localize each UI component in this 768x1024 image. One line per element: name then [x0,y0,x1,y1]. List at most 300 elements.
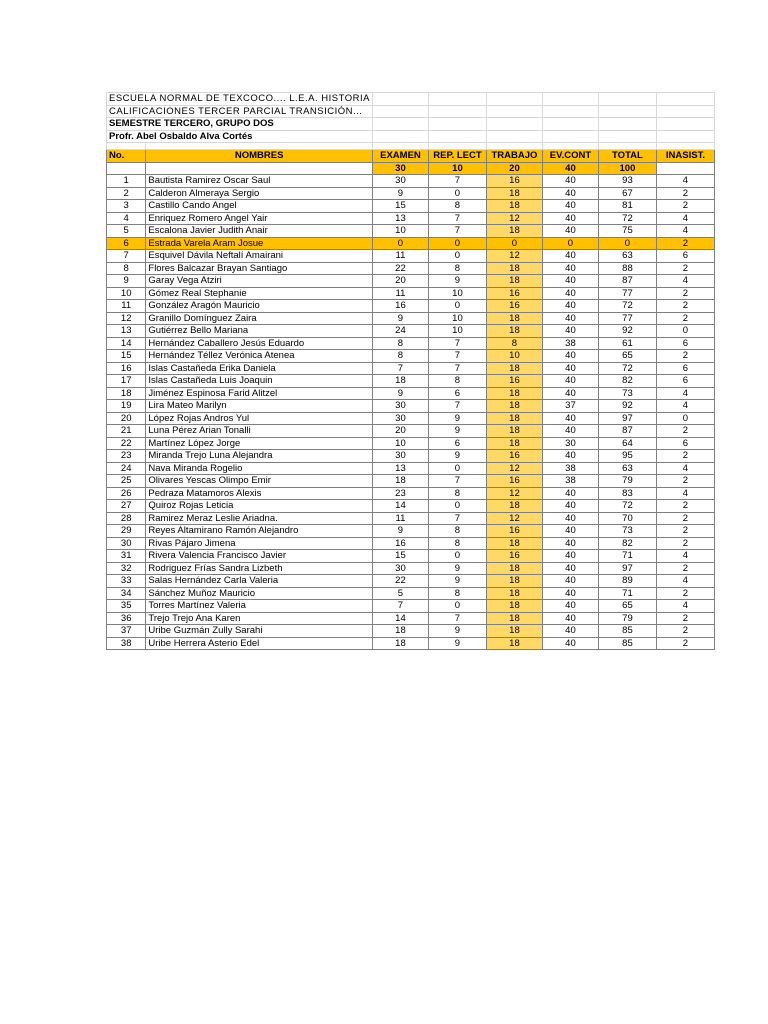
cell-ev-cont: 30 [542,437,598,450]
cell-name: Sánchez Muñoz Mauricio [146,587,373,600]
cell-total: 79 [598,612,656,625]
cell-no: 20 [107,412,146,425]
cell-rep-lect: 9 [428,625,486,638]
cell-inasist: 2 [656,537,714,550]
cell-examen: 23 [372,487,428,500]
cell-rep-lect: 9 [428,562,486,575]
cell-no: 7 [107,250,146,263]
cell-inasist: 0 [656,325,714,338]
cell-inasist: 4 [656,400,714,413]
col-header-trabajo: TRABAJO [486,150,542,163]
cell-total: 82 [598,537,656,550]
cell-name: Hernández Téllez Verónica Atenea [146,350,373,363]
cell-ev-cont: 40 [542,312,598,325]
cell-total: 97 [598,562,656,575]
cell-examen: 16 [372,300,428,313]
cell-inasist: 2 [656,200,714,213]
cell-name: Lira Mateo Marilyn [146,400,373,413]
cell-no: 12 [107,312,146,325]
table-row [107,250,715,263]
cell-inasist: 6 [656,375,714,388]
cell-name: Trejo Trejo Ana Karen [146,612,373,625]
cell-trabajo: 16 [486,175,542,188]
cell-no: 31 [107,550,146,563]
cell-ev-cont: 40 [542,375,598,388]
cell-total: 0 [598,237,656,250]
semester-label: SEMESTRE TERCERO, GRUPO DOS [107,118,373,131]
cell-trabajo: 18 [486,537,542,550]
cell-total: 95 [598,450,656,463]
cell-name: Rivas Pájaro Jimena [146,537,373,550]
cell-trabajo: 16 [486,300,542,313]
cell-no: 18 [107,387,146,400]
header-row-school [107,93,715,106]
cell-rep-lect: 8 [428,537,486,550]
cell-no: 5 [107,225,146,238]
cell-trabajo: 10 [486,350,542,363]
cell-trabajo: 16 [486,375,542,388]
cell-rep-lect: 10 [428,325,486,338]
cell-inasist: 4 [656,275,714,288]
cell-name: Garay Vega Atziri [146,275,373,288]
cell-no: 35 [107,600,146,613]
cell-ev-cont: 40 [542,350,598,363]
cell-ev-cont: 40 [542,562,598,575]
cell-total: 73 [598,387,656,400]
table-row [107,387,715,400]
cell-no: 17 [107,375,146,388]
cell-ev-cont: 40 [542,200,598,213]
cell-ev-cont: 40 [542,212,598,225]
cell-trabajo: 18 [486,562,542,575]
table-row [107,450,715,463]
cell-name: Quiroz Rojas Leticia [146,500,373,513]
cell-no: 30 [107,537,146,550]
cell-no: 19 [107,400,146,413]
cell-total: 83 [598,487,656,500]
table-row [107,475,715,488]
cell-total: 77 [598,312,656,325]
cell-examen: 30 [372,562,428,575]
cell-rep-lect: 0 [428,500,486,513]
cell-rep-lect: 6 [428,387,486,400]
cell-inasist: 2 [656,300,714,313]
max-examen: 30 [372,162,428,175]
cell-examen: 14 [372,500,428,513]
cell-ev-cont: 40 [542,287,598,300]
cell-total: 70 [598,512,656,525]
cell-trabajo: 18 [486,275,542,288]
cell-no: 23 [107,450,146,463]
cell-total: 72 [598,300,656,313]
table-row [107,300,715,313]
cell-ev-cont: 40 [542,275,598,288]
cell-no: 11 [107,300,146,313]
table-row [107,537,715,550]
cell-total: 71 [598,550,656,563]
table-row [107,587,715,600]
cell-no: 36 [107,612,146,625]
cell-name: Granillo Domínguez Zaira [146,312,373,325]
cell-no: 28 [107,512,146,525]
cell-inasist: 2 [656,425,714,438]
cell-ev-cont: 40 [542,262,598,275]
cell-inasist: 6 [656,437,714,450]
cell-trabajo: 16 [486,475,542,488]
cell-rep-lect: 8 [428,262,486,275]
cell-inasist: 2 [656,637,714,650]
cell-inasist: 2 [656,350,714,363]
cell-rep-lect: 0 [428,600,486,613]
table-row [107,350,715,363]
school-title: ESCUELA NORMAL DE TEXCOCO.... L.E.A. HISTORIA [107,93,373,106]
table-row [107,562,715,575]
cell-rep-lect: 0 [428,300,486,313]
cell-inasist: 4 [656,575,714,588]
cell-inasist: 2 [656,500,714,513]
cell-inasist: 0 [656,412,714,425]
cell-inasist: 2 [656,237,714,250]
cell-examen: 22 [372,575,428,588]
max-ev-cont: 40 [542,162,598,175]
cell-no: 2 [107,187,146,200]
cell-name: Pedraza Matamoros Alexis [146,487,373,500]
cell-total: 75 [598,225,656,238]
table-row [107,525,715,538]
cell-no: 33 [107,575,146,588]
cell-name: Gómez Real Stephanie [146,287,373,300]
table-row [107,212,715,225]
cell-total: 72 [598,500,656,513]
cell-inasist: 2 [656,587,714,600]
cell-total: 65 [598,600,656,613]
cell-examen: 9 [372,312,428,325]
cell-no: 10 [107,287,146,300]
header-row-title [107,105,715,118]
cell-inasist: 4 [656,487,714,500]
cell-ev-cont: 40 [542,425,598,438]
cell-ev-cont: 38 [542,462,598,475]
cell-name: Estrada Varela Aram Josue [146,237,373,250]
cell-trabajo: 18 [486,587,542,600]
cell-rep-lect: 9 [428,450,486,463]
cell-rep-lect: 0 [428,462,486,475]
cell-examen: 30 [372,175,428,188]
max-trabajo: 20 [486,162,542,175]
cell-name: Torres Martínez Valeria [146,600,373,613]
cell-ev-cont: 40 [542,612,598,625]
cell-ev-cont: 37 [542,400,598,413]
cell-name: Flores Balcazar Brayan Santiago [146,262,373,275]
cell-examen: 30 [372,450,428,463]
table-row [107,337,715,350]
cell-rep-lect: 7 [428,212,486,225]
cell-trabajo: 16 [486,550,542,563]
cell-ev-cont: 0 [542,237,598,250]
cell-examen: 9 [372,387,428,400]
table-row [107,637,715,650]
cell-inasist: 4 [656,600,714,613]
cell-ev-cont: 40 [542,625,598,638]
cell-ev-cont: 40 [542,512,598,525]
cell-rep-lect: 8 [428,525,486,538]
cell-rep-lect: 8 [428,375,486,388]
cell-name: Nava Miranda Rogelio [146,462,373,475]
cell-inasist: 4 [656,550,714,563]
cell-no: 27 [107,500,146,513]
cell-ev-cont: 40 [542,575,598,588]
cell-examen: 9 [372,525,428,538]
table-row [107,187,715,200]
cell-total: 92 [598,325,656,338]
cell-no: 6 [107,237,146,250]
cell-no: 1 [107,175,146,188]
cell-trabajo: 16 [486,525,542,538]
cell-ev-cont: 40 [542,362,598,375]
cell-rep-lect: 7 [428,175,486,188]
cell-total: 93 [598,175,656,188]
table-row [107,437,715,450]
cell-rep-lect: 7 [428,362,486,375]
table-row [107,425,715,438]
cell-inasist: 4 [656,387,714,400]
table-row [107,225,715,238]
cell-examen: 8 [372,350,428,363]
col-header-inasist: INASIST. [656,150,714,163]
cell-no: 37 [107,625,146,638]
max-total: 100 [598,162,656,175]
cell-no: 16 [107,362,146,375]
cell-total: 61 [598,337,656,350]
cell-name: Hernández Caballero Jesús Eduardo [146,337,373,350]
cell-total: 87 [598,425,656,438]
cell-examen: 30 [372,400,428,413]
cell-no: 32 [107,562,146,575]
cell-rep-lect: 9 [428,575,486,588]
cell-rep-lect: 9 [428,412,486,425]
cell-rep-lect: 7 [428,612,486,625]
cell-examen: 9 [372,187,428,200]
cell-examen: 15 [372,550,428,563]
cell-rep-lect: 8 [428,200,486,213]
cell-no: 24 [107,462,146,475]
cell-trabajo: 16 [486,450,542,463]
grades-title: CALIFICACIONES TERCER PARCIAL TRANSICIÓN... [107,105,373,118]
table-row [107,200,715,213]
cell-total: 71 [598,587,656,600]
table-row [107,237,715,250]
cell-no: 15 [107,350,146,363]
cell-total: 97 [598,412,656,425]
cell-trabajo: 18 [486,312,542,325]
cell-trabajo: 12 [486,512,542,525]
table-row [107,512,715,525]
cell-examen: 30 [372,412,428,425]
cell-total: 67 [598,187,656,200]
cell-ev-cont: 40 [542,175,598,188]
cell-rep-lect: 10 [428,312,486,325]
cell-rep-lect: 10 [428,287,486,300]
cell-total: 89 [598,575,656,588]
cell-total: 87 [598,275,656,288]
table-row [107,312,715,325]
cell-ev-cont: 40 [542,587,598,600]
cell-examen: 0 [372,237,428,250]
cell-trabajo: 18 [486,637,542,650]
max-rep-lect: 10 [428,162,486,175]
cell-no: 25 [107,475,146,488]
cell-examen: 18 [372,625,428,638]
table-row [107,400,715,413]
cell-name: Enriquez Romero Angel Yair [146,212,373,225]
cell-name: Uribe Guzmán Zully Sarahi [146,625,373,638]
cell-trabajo: 12 [486,462,542,475]
cell-total: 63 [598,462,656,475]
cell-total: 77 [598,287,656,300]
cell-inasist: 2 [656,450,714,463]
cell-trabajo: 18 [486,225,542,238]
cell-no: 3 [107,200,146,213]
cell-total: 92 [598,400,656,413]
table-row [107,362,715,375]
cell-examen: 11 [372,250,428,263]
cell-rep-lect: 8 [428,487,486,500]
cell-rep-lect: 8 [428,587,486,600]
cell-ev-cont: 40 [542,550,598,563]
cell-trabajo: 12 [486,487,542,500]
table-row [107,375,715,388]
table-row [107,600,715,613]
cell-examen: 20 [372,275,428,288]
cell-rep-lect: 7 [428,400,486,413]
col-header-rep-lect: REP. LECT [428,150,486,163]
table-row [107,325,715,338]
col-header-ev-cont: EV.CONT [542,150,598,163]
cell-rep-lect: 9 [428,637,486,650]
cell-rep-lect: 0 [428,550,486,563]
cell-trabajo: 18 [486,500,542,513]
cell-trabajo: 16 [486,287,542,300]
cell-inasist: 2 [656,262,714,275]
max-points-row [107,162,715,175]
cell-total: 64 [598,437,656,450]
cell-ev-cont: 40 [542,500,598,513]
table-row [107,287,715,300]
cell-trabajo: 18 [486,412,542,425]
cell-inasist: 2 [656,625,714,638]
cell-ev-cont: 40 [542,450,598,463]
cell-examen: 15 [372,200,428,213]
cell-ev-cont: 40 [542,250,598,263]
cell-rep-lect: 6 [428,437,486,450]
col-header-no: No. [107,150,146,163]
table-row [107,575,715,588]
cell-rep-lect: 7 [428,337,486,350]
table-row [107,462,715,475]
cell-rep-lect: 0 [428,237,486,250]
cell-ev-cont: 40 [542,387,598,400]
cell-ev-cont: 38 [542,475,598,488]
cell-inasist: 6 [656,362,714,375]
cell-no: 13 [107,325,146,338]
cell-name: Rivera Valencia Francisco Javier [146,550,373,563]
cell-trabajo: 18 [486,387,542,400]
cell-examen: 10 [372,225,428,238]
cell-trabajo: 18 [486,625,542,638]
cell-trabajo: 18 [486,400,542,413]
cell-inasist: 4 [656,175,714,188]
cell-examen: 20 [372,425,428,438]
cell-no: 22 [107,437,146,450]
cell-trabajo: 18 [486,425,542,438]
table-row [107,412,715,425]
cell-total: 79 [598,475,656,488]
cell-ev-cont: 40 [542,600,598,613]
cell-rep-lect: 7 [428,350,486,363]
cell-no: 9 [107,275,146,288]
cell-no: 14 [107,337,146,350]
cell-total: 88 [598,262,656,275]
cell-no: 38 [107,637,146,650]
cell-examen: 5 [372,587,428,600]
cell-ev-cont: 40 [542,225,598,238]
cell-examen: 7 [372,600,428,613]
cell-ev-cont: 40 [542,300,598,313]
cell-inasist: 4 [656,462,714,475]
col-header-nombres: NOMBRES [146,150,373,163]
cell-ev-cont: 40 [542,325,598,338]
cell-rep-lect: 7 [428,225,486,238]
cell-trabajo: 18 [486,325,542,338]
cell-trabajo: 8 [486,337,542,350]
cell-trabajo: 18 [486,262,542,275]
cell-name: Islas Castañeda Luis Joaquin [146,375,373,388]
cell-total: 73 [598,525,656,538]
cell-name: Islas Castañeda Erika Daniela [146,362,373,375]
cell-total: 63 [598,250,656,263]
cell-name: González Aragón Mauricio [146,300,373,313]
cell-inasist: 2 [656,475,714,488]
cell-inasist: 2 [656,312,714,325]
table-row [107,275,715,288]
cell-trabajo: 12 [486,250,542,263]
cell-trabajo: 18 [486,437,542,450]
cell-examen: 11 [372,512,428,525]
cell-inasist: 2 [656,287,714,300]
cell-inasist: 4 [656,212,714,225]
table-row [107,175,715,188]
cell-examen: 13 [372,462,428,475]
cell-inasist: 2 [656,187,714,200]
cell-examen: 18 [372,375,428,388]
cell-examen: 11 [372,287,428,300]
cell-examen: 24 [372,325,428,338]
cell-no: 4 [107,212,146,225]
header-row-semester [107,118,715,131]
cell-total: 81 [598,200,656,213]
cell-examen: 10 [372,437,428,450]
cell-rep-lect: 0 [428,250,486,263]
table-row [107,500,715,513]
cell-name: Salas Hernández Carla Valeria [146,575,373,588]
cell-name: Calderon Almeraya Sergio [146,187,373,200]
cell-examen: 14 [372,612,428,625]
cell-rep-lect: 9 [428,425,486,438]
teacher-name: Profr. Abel Osbaldo Alva Cortés [107,130,373,143]
cell-name: Ramirez Meraz Leslie Ariadna. [146,512,373,525]
cell-ev-cont: 40 [542,487,598,500]
cell-examen: 18 [372,637,428,650]
